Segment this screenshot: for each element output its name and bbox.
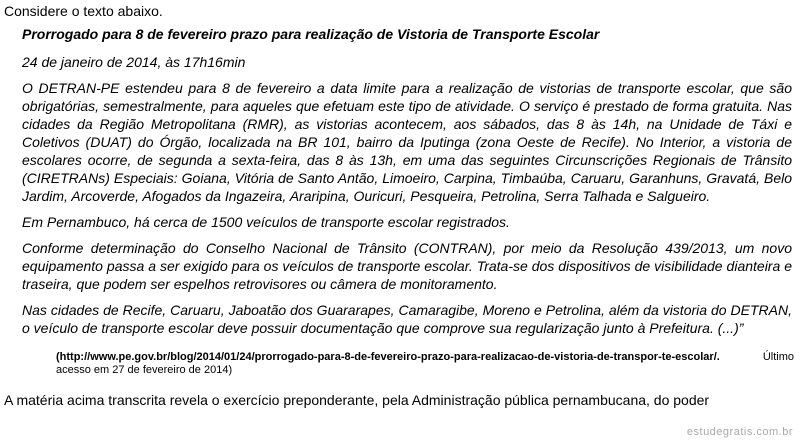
source-last-label: Último — [762, 351, 794, 363]
watermark: estudegratis.com.br — [686, 426, 793, 438]
article-paragraph: Nas cidades de Recife, Caruaru, Jaboatão dos Guararapes, Camaragibe, Moreno e Petrolina, além da vistoria do DETRAN, o veículo de transporte escolar deve possuir documentação que comprove sua regularização junto à Prefeitura. (...)” — [22, 302, 792, 336]
article-quote — [22, 25, 792, 337]
article-paragraph: O DETRAN-PE estendeu para 8 de fevereiro a data limite para a realização de vistorias de transporte escolar, que são obrigatórias, semestralmente, para aqueles que efetuam este tipo de atividade. O serviço é prestado de forma gratuita. Nas cidades da Região Metropolitana (RMR), as vistorias acontecem, aos sábados, das 8 às 14h, na Unidade de Táxi e Coletivos (DUAT) do Órgão, localizada na BR 101, bairro da Iputinga (zona Oeste de Recife). No Interior, a vistoria de escolares ocorre, de segunda a sexta-feira, das 8 às 13h, em uma das seguintes Circunscrições Regionais de Trânsito (CIRETRANs) Especiais: Goiana, Vitória de Santo Antão, Limoeiro, Carpina, Timbaúba, Caruaru, Garanhuns, Gravatá, Belo Jardim, Arcoverde, Afogados da Ingazeira, Araripina, Ouricuri, Pesqueira, Petrolina, Serra Talhada e Salgueiro. — [22, 80, 792, 204]
source-citation — [56, 351, 794, 377]
source-access-date: acesso em 27 de fevereiro de 2014) — [56, 364, 233, 376]
article-paragraph: Conforme determinação do Conselho Nacional de Trânsito (CONTRAN), por meio da Resolução 439/2013, um novo equipamento passa a ser exigido para os veículos de transporte escolar. Trata-se dos dispositivos de visibilidade dianteira e traseira, que podem ser espelhos retrovisores ou câmera de monitoramento. — [22, 240, 792, 292]
question-text: A matéria acima transcrita revela o exercício preponderante, pela Administração pública pernambucana, do poder — [4, 392, 710, 408]
intro-text: Considere o texto abaixo. — [4, 3, 163, 19]
article-date: 24 de janeiro de 2014, às 17h16min — [22, 54, 246, 70]
article-paragraph: Em Pernambuco, há cerca de 1500 veículos de transporte escolar registrados. — [22, 214, 510, 230]
source-url[interactable]: (http://www.pe.gov.br/blog/2014/01/24/prorrogado-para-8-de-fevereiro-prazo-para-realizacao-de-vistoria-de-transpor-te-escolar/. — [56, 351, 720, 363]
article-title: Prorrogado para 8 de fevereiro prazo para realização de Vistoria de Transporte Escolar — [22, 26, 600, 42]
